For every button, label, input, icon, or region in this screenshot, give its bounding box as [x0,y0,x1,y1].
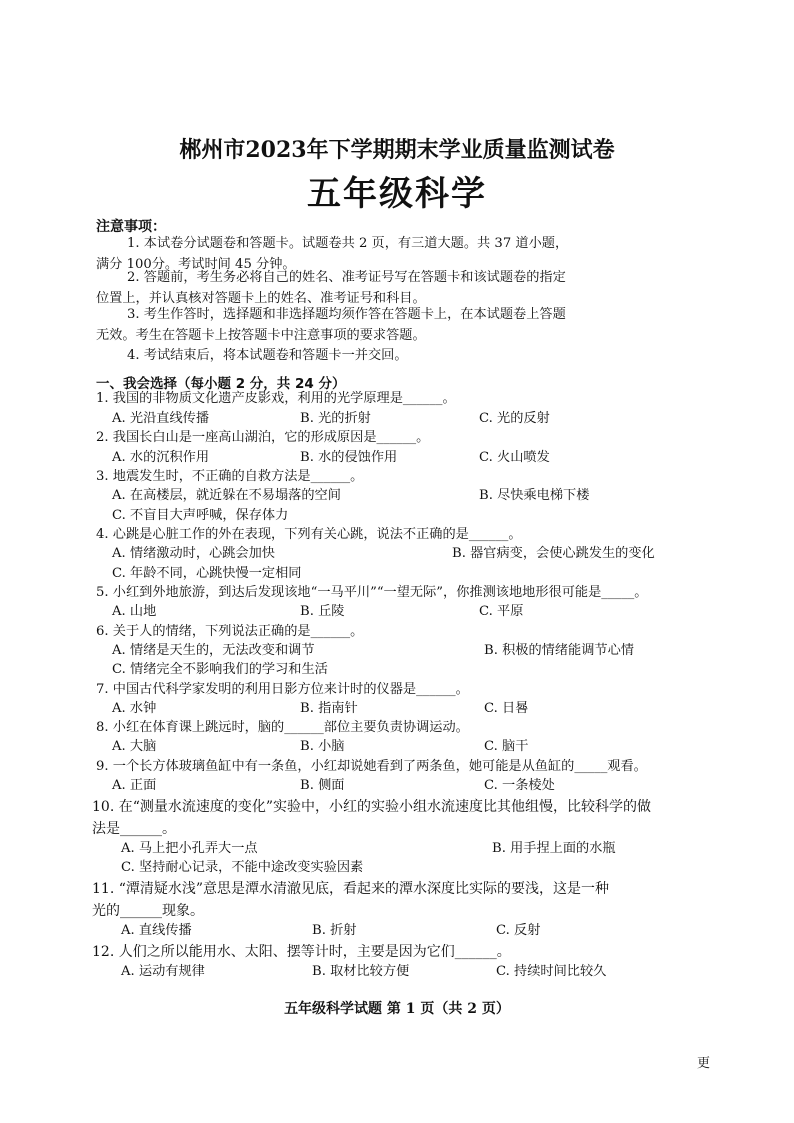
exam-title: 郴州市2023年下学期期末学业质量监测试卷 [179,137,615,163]
option-3a: A. 在高楼层，就近躲在不易塌落的空间 [112,488,341,503]
option-4a: A. 情绪激动时，心跳会加快 [112,546,275,561]
option-9b: B. 侧面 [300,778,345,793]
question-7: 7. 中国古代科学家发明的利用日影方位来计时的仪器是______。 [96,682,469,697]
notice-heading: 注意事项： [96,219,166,235]
page-footer: 五年级科学试题 第 1 页（共 2 页） [284,1001,510,1017]
notice-line: 2. 答题前，考生务必将自己的姓名、准考证号写在答题卡和该试题卷的指定 [127,270,566,285]
notice-line: 无效。考生在答题卡上按答题卡中注意事项的要求答题。 [96,328,426,343]
question-5: 5. 小红到外地旅游，到达后发现该地“一马平川”“一望无际”，你推测该地地形很可能是_____。 [96,585,648,600]
question-10: 10. 在“测量水流速度的变化”实验中，小红的实验小组水流速度比其他组慢，比较科学的做 [92,799,652,815]
option-3c: C. 不盲目大声呼喊，保存体力 [112,508,289,523]
question-4: 4. 心跳是心脏工作的外在表现，下列有关心跳，说法不正确的是______。 [96,527,522,542]
notice-line: 4. 考试结束后，将本试题卷和答题卡一并交回。 [127,348,408,363]
option-10b: B. 用手捏上面的水瓶 [492,841,616,856]
corner-mark: 更 [697,1056,711,1071]
option-9c: C. 一条棱处 [484,778,555,793]
option-5c: C. 平原 [479,604,524,619]
option-1b: B. 光的折射 [300,411,371,426]
notice-line: 位置上，并认真核对答题卡上的姓名、准考证号和科目。 [96,291,426,306]
question-11-cont: 光的______现象。 [92,903,204,919]
question-10-cont: 法是______。 [92,821,176,837]
option-11b: B. 折射 [312,923,357,938]
option-7b: B. 指南针 [300,701,358,716]
option-7a: A. 水钟 [112,701,157,716]
option-10c: C. 坚持耐心记录，不能中途改变实验因素 [121,860,364,875]
question-11: 11. “潭清疑水浅”意思是潭水清澈见底，看起来的潭水深度比实际的要浅，这是一种 [92,881,610,897]
subject-title: 五年级科学 [307,174,487,214]
option-2a: A. 水的沉积作用 [112,450,210,465]
section-heading: 一、我会选择（每小题 2 分，共 24 分） [96,376,346,392]
option-9a: A. 正面 [112,778,157,793]
question-9: 9. 一个长方体玻璃鱼缸中有一条鱼，小红却说她看到了两条鱼，她可能是从鱼缸的_____观看。 [96,759,647,774]
notice-line: 1. 本试卷分试题卷和答题卡。试题卷共 2 页，有三道大题。共 37 道小题， [127,236,569,251]
question-8: 8. 小红在体育课上跳远时，脑的______部位主要负责协调运动。 [96,720,469,735]
question-6: 6. 关于人的情绪，下列说法正确的是______。 [96,624,364,639]
question-12: 12. 人们之所以能用水、太阳、摆等计时，主要是因为它们______。 [92,944,511,960]
option-2b: B. 水的侵蚀作用 [300,450,398,465]
option-8c: C. 脑干 [484,739,529,754]
option-1a: A. 光沿直线传播 [112,411,210,426]
option-11a: A. 直线传播 [121,923,192,938]
notice-line: 3. 考生作答时，选择题和非选择题均须作答在答题卡上，在本试题卷上答题 [127,307,566,322]
option-6a: A. 情绪是天生的，无法改变和调节 [112,643,315,658]
option-5b: B. 丘陵 [300,604,345,619]
option-11c: C. 反射 [496,923,541,938]
option-12b: B. 取材比较方便 [312,964,410,979]
question-1: 1. 我国的非物质文化遗产皮影戏，利用的光学原理是______。 [96,391,456,406]
option-8b: B. 小脑 [300,739,345,754]
option-3b: B. 尽快乘电梯下楼 [479,488,590,503]
option-7c: C. 日晷 [484,701,529,716]
option-4c: C. 年龄不同，心跳快慢一定相同 [112,566,302,581]
option-12c: C. 持续时间比较久 [496,964,607,979]
option-10a: A. 马上把小孔弄大一点 [121,841,258,856]
question-3: 3. 地震发生时，不正确的自救方法是______。 [96,469,364,484]
option-1c: C. 光的反射 [479,411,550,426]
notice-line: 满分 100分。考试时间 45 分钟。 [96,257,296,272]
option-6c: C. 情绪完全不影响我们的学习和生活 [112,662,328,677]
question-2: 2. 我国长白山是一座高山湖泊，它的形成原因是______。 [96,430,430,445]
option-12a: A. 运动有规律 [121,964,205,979]
option-4b: B. 器官病变，会使心跳发生的变化 [452,546,655,561]
option-6b: B. 积极的情绪能调节心情 [484,643,634,658]
option-2c: C. 火山喷发 [479,450,550,465]
option-5a: A. 山地 [112,604,157,619]
option-8a: A. 大脑 [112,739,157,754]
